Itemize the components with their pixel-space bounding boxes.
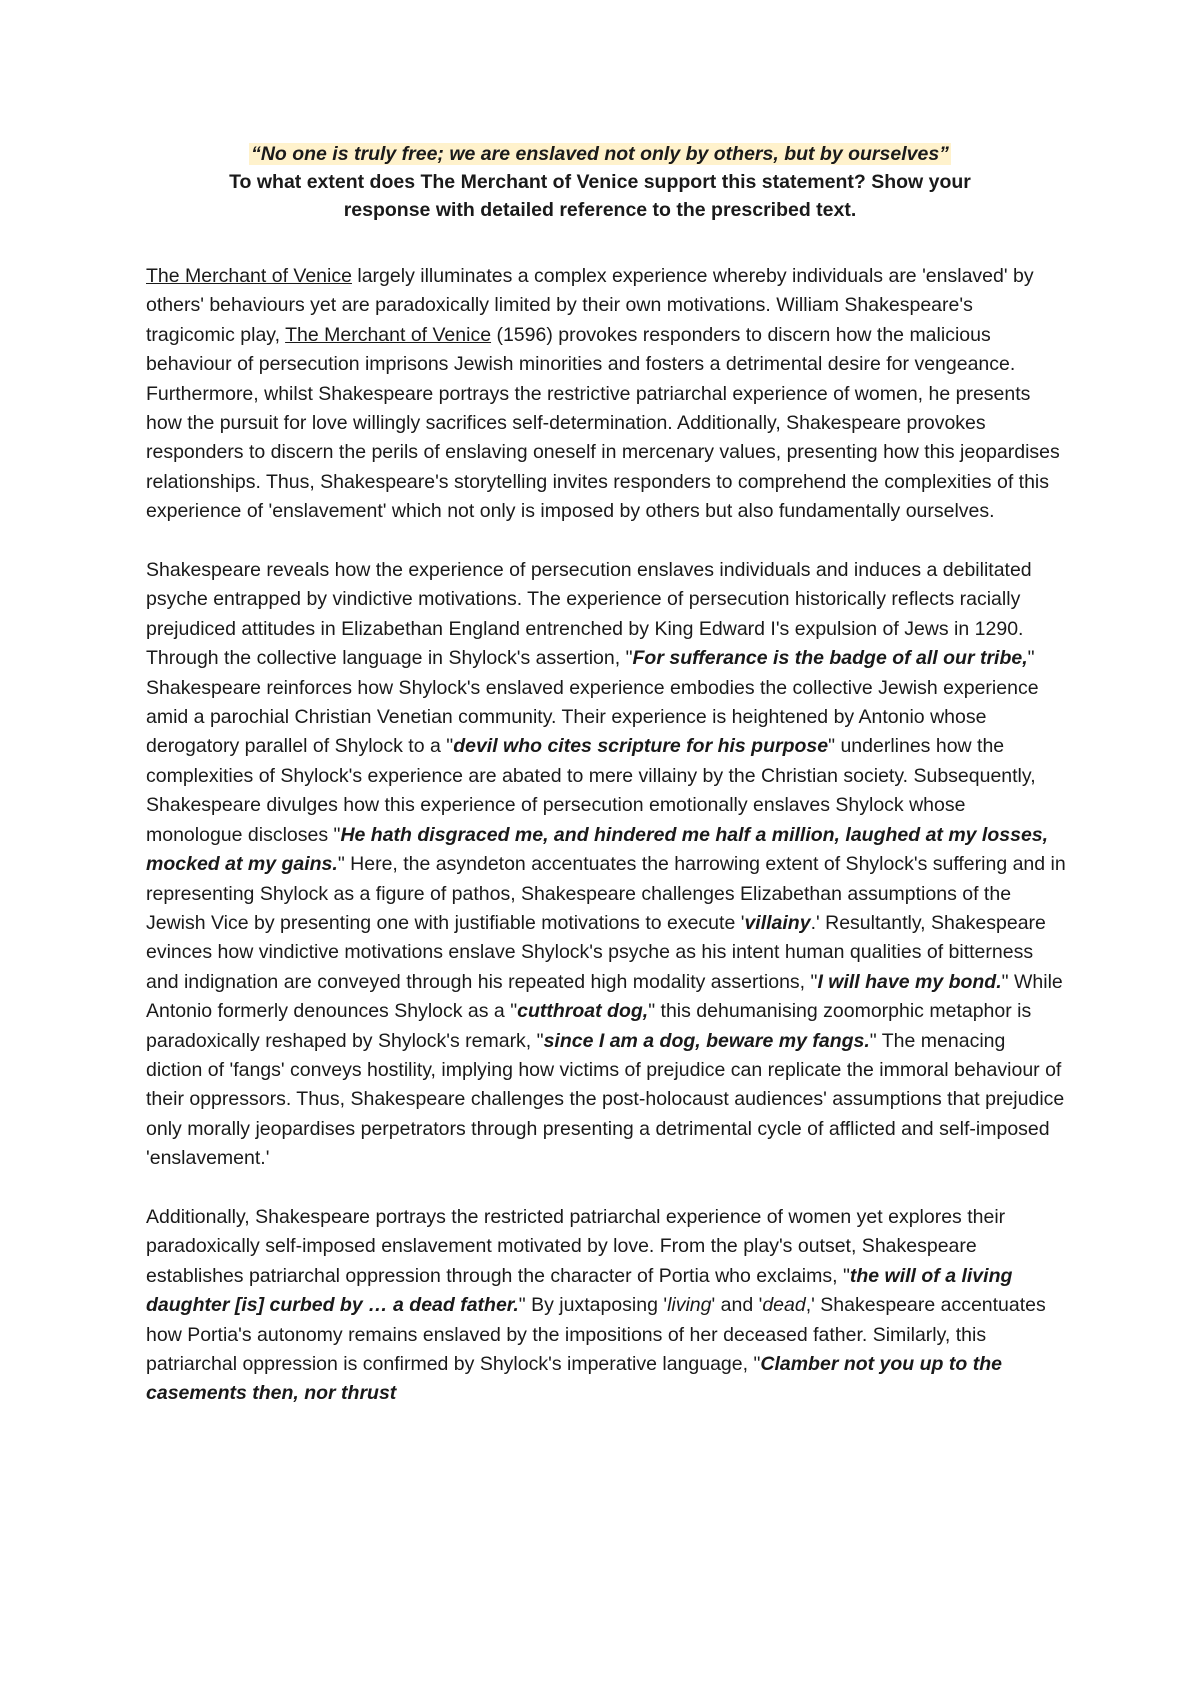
paragraph-text: (1596) provokes responders to discern how the malicious behaviour of persecution imprisons Jewish minorities and fosters a detrimental desire for vengeance. Furthermore, whilst Shakespeare portrays the restrictive patriarchal experience of women, he presents how the pursuit for love willingly sacrifices self-determination. Additionally, Shakespeare provokes responders to discern the perils of enslaving oneself in mercenary values, presenting how this jeopardises relationships. Thus, Shakespeare's storytelling invites responders to comprehend the complexities of this experience of 'enslavement' which not only is imposed by others but also fundamentally ourselves. — [146, 323, 1060, 523]
essay-quote-line — [130, 140, 1070, 168]
text-title: The Merchant of Venice — [285, 323, 492, 346]
textual-quote: Clamber not you up to the casements then, nor thrust — [146, 1353, 1002, 1405]
paragraph-text: " Here, the asyndeton accentuates the harrowing extent of Shylock's suffering and in representing Shylock as a figure of pathos, Shakespeare challenges Elizabethan assumptions of the Jewish Vice by presenting one with justifiable motivations to execute ' — [146, 853, 1066, 934]
essay-question-line-2: response with detailed reference to the prescribed text. — [343, 199, 857, 221]
paragraph-text: " The menacing diction of 'fangs' conveys hostility, implying how victims of prejudice can replicate the immoral behaviour of their oppressors. Thus, Shakespeare challenges the post-holocaust audiences' assumptions that prejudice only morally jeopardises perpetrators through presenting a detrimental cycle of afflicted and self-imposed 'enslavement.' — [146, 1029, 1065, 1170]
textual-quote: living — [667, 1294, 712, 1317]
paragraph-text: " By juxtaposing ' — [518, 1294, 668, 1317]
textual-quote: since I am a dog, beware my fangs. — [543, 1029, 870, 1052]
textual-quote: I will have my bond. — [817, 970, 1002, 993]
paragraph-text: " this dehumanising zoomorphic metaphor is paradoxically reshaped by Shylock's remark, " — [146, 1000, 1032, 1052]
textual-quote: dead — [762, 1294, 806, 1317]
essay-body — [146, 262, 1066, 1438]
paragraph-text: Additionally, Shakespeare portrays the restricted patriarchal experience of women yet explores their paradoxically self-imposed enslavement motivated by love. From the play's outset, Shakespeare establishes patriarchal oppression through the character of Portia who exclaims, " — [146, 1205, 1006, 1287]
paragraph-text: Shakespeare reveals how the experience of persecution enslaves individuals and induces a debilitated psyche entrapped by vindictive motivations. The experience of persecution historically reflects racially prejudiced attitudes in Elizabethan England entrenched by King Edward I's expulsion of Jews in 1290. Through the collective language in Shylock's assertion, " — [146, 559, 1032, 670]
essay-question-line-1: To what extent does The Merchant of Venice support this statement? Show your — [229, 171, 971, 193]
paragraph-introduction — [146, 262, 1066, 527]
textual-quote: devil who cites scripture for his purpose — [453, 735, 829, 758]
paragraph-text: ,' Shakespeare accentuates how Portia's autonomy remains enslaved by the impositions of her deceased father. Similarly, this patriarchal oppression is confirmed by Shylock's imperative language, " — [146, 1294, 1046, 1375]
paragraph-text: " underlines how the complexities of Shylock's experience are abated to mere villainy by the Christian society. Subsequently, Shakespeare divulges how this experience of persecution emotionally enslaves Shylock whose monologue discloses " — [146, 735, 1036, 846]
paragraph-text: .' Resultantly, Shakespeare evinces how vindictive motivations enslave Shylock's psyche as his intent human qualities of bitterness and indignation are conveyed through his repeated high modality assertions, " — [146, 911, 1046, 993]
paragraph-text: " While Antonio formerly denounces Shylock as a " — [146, 970, 1063, 1023]
essay-header — [130, 140, 1070, 224]
paragraph-text: largely illuminates a complex experience whereby individuals are 'enslaved' by others' behaviours yet are paradoxically limited by their own motivations. William Shakespeare's tragicomic play, — [146, 265, 1034, 346]
textual-quote: For sufferance is the badge of all our tribe, — [632, 647, 1028, 670]
textual-quote: the will of a living daughter [is] curbed by … a dead father. — [146, 1264, 1013, 1317]
text-title: The Merchant of Venice — [146, 265, 352, 287]
textual-quote: villainy — [744, 911, 811, 934]
paragraph-text: ' and ' — [711, 1294, 763, 1317]
paragraph-text: " Shakespeare reinforces how Shylock's enslaved experience embodies the collective Jewish experience amid a parochial Christian Venetian community. Their experience is heightened by Antonio whose derogatory parallel of Shylock to a " — [146, 647, 1039, 758]
textual-quote: He hath disgraced me, and hindered me half a million, laughed at my losses, mocked at my gains. — [146, 823, 1049, 876]
essay-quote: “No one is truly free; we are enslaved not only by others, but by ourselves” — [251, 143, 949, 165]
paragraph-patriarchy — [146, 1203, 1066, 1409]
paragraph-persecution — [146, 556, 1066, 1174]
textual-quote: cutthroat dog, — [517, 1000, 649, 1023]
